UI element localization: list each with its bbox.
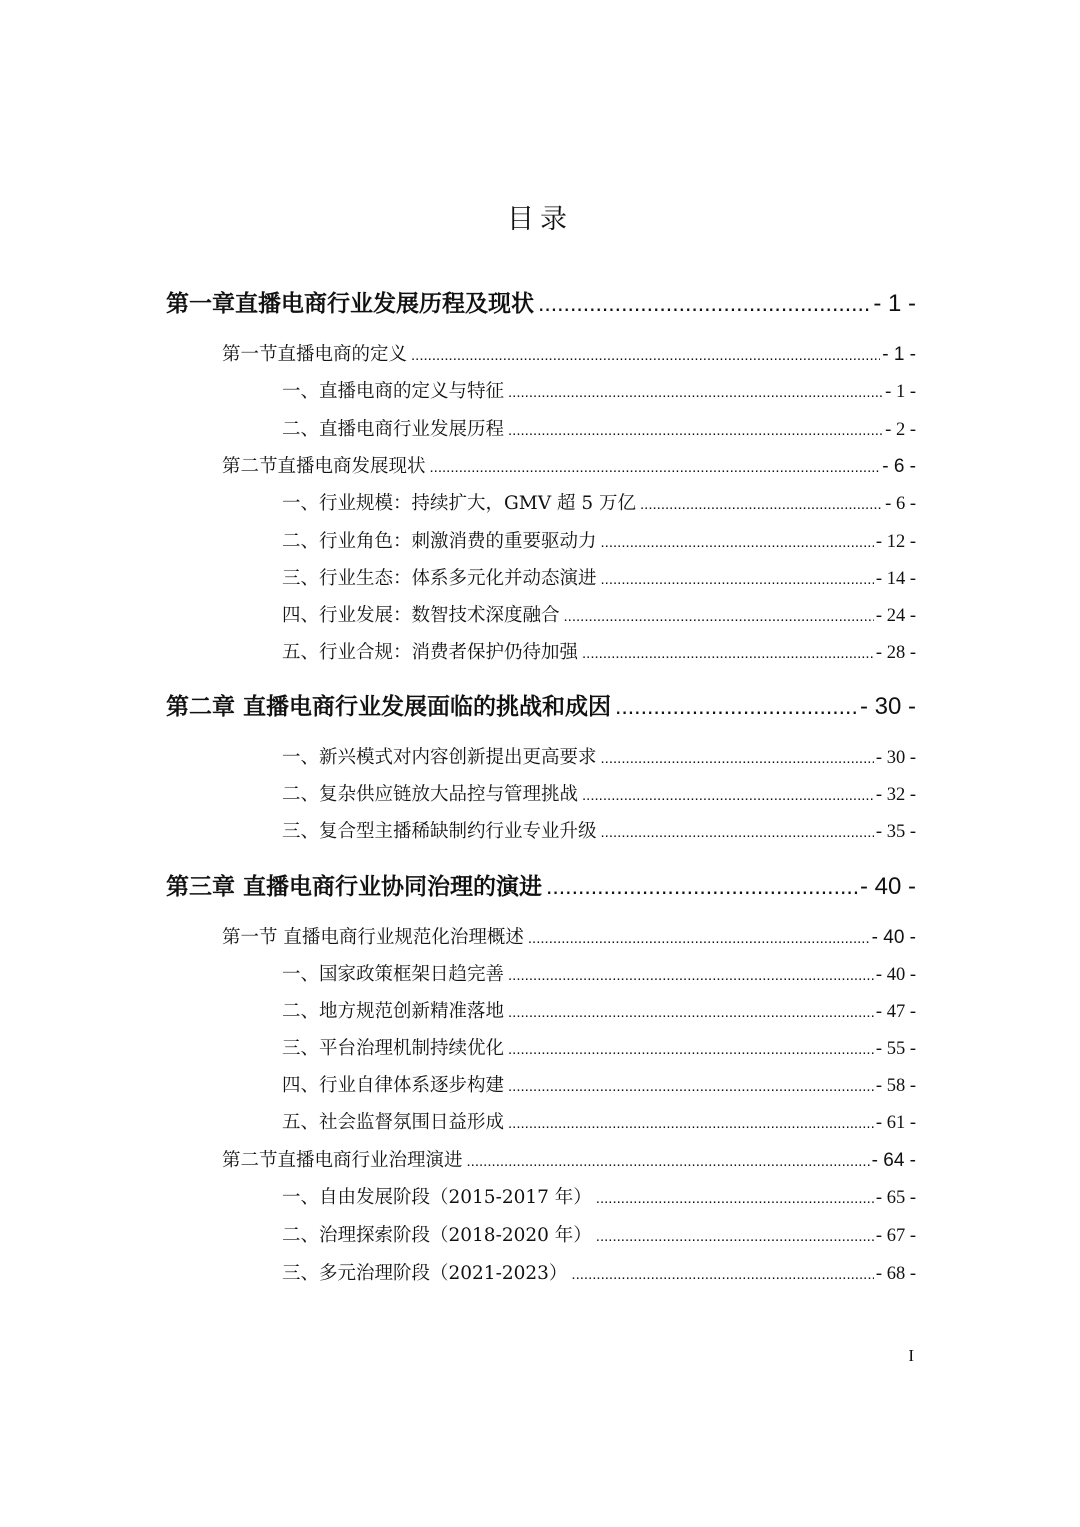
toc-item[interactable]	[282, 527, 916, 557]
toc-page-number: - 35 -	[875, 822, 916, 842]
toc-page-number: - 30 -	[875, 748, 916, 768]
toc-page-number: - 28 -	[875, 643, 916, 663]
toc-leader-dots	[546, 869, 858, 903]
toc-item[interactable]	[282, 960, 916, 990]
toc-leader-dots	[564, 602, 874, 632]
toc-section-title: 第二节直播电商行业治理演进	[222, 1150, 463, 1171]
toc-page-number: - 47 -	[875, 1002, 916, 1022]
toc-page-number: - 1 -	[882, 344, 916, 365]
toc-item-title: 二、复杂供应链放大品控与管理挑战	[282, 784, 579, 805]
toc-leader-dots	[601, 818, 874, 848]
toc-page-number: - 2 -	[885, 420, 916, 440]
toc-leader-dots	[582, 781, 874, 811]
toc-page-number: - 6 -	[885, 494, 916, 514]
toc-leader-dots	[582, 639, 874, 669]
toc-leader-dots	[508, 998, 874, 1028]
toc-item[interactable]	[282, 601, 916, 631]
toc-item-title: 二、行业角色：刺激消费的重要驱动力	[282, 531, 597, 552]
toc-leader-dots	[430, 453, 881, 483]
toc-page-number: - 40 -	[859, 873, 916, 900]
toc-page-number: - 32 -	[875, 785, 916, 805]
toc-item[interactable]	[282, 415, 916, 445]
toc-page-number: - 65 -	[875, 1188, 916, 1208]
toc-section-1-2[interactable]	[222, 452, 916, 482]
toc-item-title: 二、直播电商行业发展历程	[282, 419, 505, 440]
toc-leader-dots	[508, 1035, 874, 1065]
toc-item-title: 三、复合型主播稀缺制约行业专业升级	[282, 821, 597, 842]
toc-item-title: 三、平台治理机制持续优化	[282, 1038, 505, 1059]
toc-section-title: 第一节直播电商的定义	[222, 344, 408, 365]
toc-item[interactable]	[282, 780, 916, 810]
toc-section-title: 第二节直播电商发展现状	[222, 456, 426, 477]
toc-page-number: - 1 -	[873, 290, 916, 317]
toc-page-number: - 61 -	[875, 1113, 916, 1133]
toc-leader-dots	[601, 528, 874, 558]
toc-item[interactable]	[282, 1108, 916, 1138]
toc-item-title: 五、社会监督氛围日益形成	[282, 1112, 505, 1133]
toc-item-title: 四、行业发展：数智技术深度融合	[282, 605, 560, 626]
toc-chapter-title: 第二章 直播电商行业发展面临的挑战和成因	[166, 694, 612, 720]
toc-page-number: - 67 -	[875, 1226, 916, 1246]
toc-item-title: 二、地方规范创新精准落地	[282, 1001, 505, 1022]
toc-item[interactable]	[282, 743, 916, 773]
page-number-footer: I	[908, 1346, 914, 1365]
toc-leader-dots	[601, 565, 874, 595]
toc-page-number: - 40 -	[871, 927, 916, 948]
toc-item[interactable]	[282, 1183, 916, 1213]
toc-leader-dots	[508, 961, 874, 991]
toc-item[interactable]	[282, 638, 916, 668]
toc-item[interactable]	[282, 997, 916, 1027]
toc-title: 目录	[507, 204, 573, 235]
toc-leader-dots	[640, 490, 883, 520]
toc-item[interactable]	[282, 1221, 916, 1251]
toc-page-number: - 30 -	[859, 693, 916, 720]
toc-chapter-1[interactable]	[166, 286, 916, 320]
toc-item-title: 一、新兴模式对内容创新提出更高要求	[282, 747, 597, 768]
toc-leader-dots	[596, 1222, 874, 1252]
toc-leader-dots	[467, 1147, 870, 1177]
toc-item-title: 一、自由发展阶段（2015-2017 年）	[282, 1187, 592, 1208]
toc-leader-dots	[615, 689, 858, 723]
toc-page-number: - 14 -	[875, 569, 916, 589]
toc-leader-dots	[411, 341, 880, 371]
toc-item-title: 三、行业生态：体系多元化并动态演进	[282, 568, 597, 589]
toc-item-title: 三、多元治理阶段（2021-2023）	[282, 1263, 568, 1284]
toc-leader-dots	[508, 1109, 874, 1139]
toc-page-number: - 55 -	[875, 1039, 916, 1059]
toc-page-number: - 6 -	[882, 456, 916, 477]
toc-item[interactable]	[282, 1071, 916, 1101]
toc-page-number: - 58 -	[875, 1076, 916, 1096]
toc-leader-dots	[508, 1072, 874, 1102]
toc-item[interactable]	[282, 817, 916, 847]
toc-leader-dots	[508, 416, 883, 446]
toc-section-3-1[interactable]	[222, 923, 916, 953]
toc-item[interactable]	[282, 1259, 916, 1289]
toc-section-3-2[interactable]	[222, 1146, 916, 1176]
toc-page-number: - 68 -	[875, 1264, 916, 1284]
toc-page-number: - 64 -	[871, 1150, 916, 1171]
toc-item[interactable]	[282, 1034, 916, 1064]
toc-leader-dots	[508, 378, 883, 408]
toc-item-title: 五、行业合规：消费者保护仍待加强	[282, 642, 579, 663]
toc-item-title: 一、直播电商的定义与特征	[282, 381, 505, 402]
toc-chapter-title: 第三章 直播电商行业协同治理的演进	[166, 874, 543, 900]
toc-leader-dots	[528, 924, 870, 954]
toc-section-title: 第一节 直播电商行业规范化治理概述	[222, 927, 524, 948]
toc-section-1-1[interactable]	[222, 340, 916, 370]
toc-leader-dots	[571, 1260, 874, 1290]
toc-chapter-2[interactable]	[166, 689, 916, 723]
toc-page-number: - 40 -	[875, 965, 916, 985]
toc-item[interactable]	[282, 489, 916, 519]
toc-leader-dots	[596, 1184, 874, 1214]
toc-item-title: 一、行业规模：持续扩大，GMV 超 5 万亿	[282, 493, 636, 514]
toc-item[interactable]	[282, 564, 916, 594]
toc-page-number: - 1 -	[885, 382, 916, 402]
toc-chapter-3[interactable]	[166, 869, 916, 903]
toc-item[interactable]	[282, 377, 916, 407]
toc-chapter-title: 第一章直播电商行业发展历程及现状	[166, 291, 534, 317]
toc-page-number: - 24 -	[875, 606, 916, 626]
toc-page-number: - 12 -	[875, 532, 916, 552]
toc-leader-dots	[601, 744, 874, 774]
toc-item-title: 一、国家政策框架日趋完善	[282, 964, 505, 985]
toc-item-title: 二、治理探索阶段（2018-2020 年）	[282, 1225, 592, 1246]
toc-leader-dots	[538, 286, 871, 320]
toc-item-title: 四、行业自律体系逐步构建	[282, 1075, 505, 1096]
